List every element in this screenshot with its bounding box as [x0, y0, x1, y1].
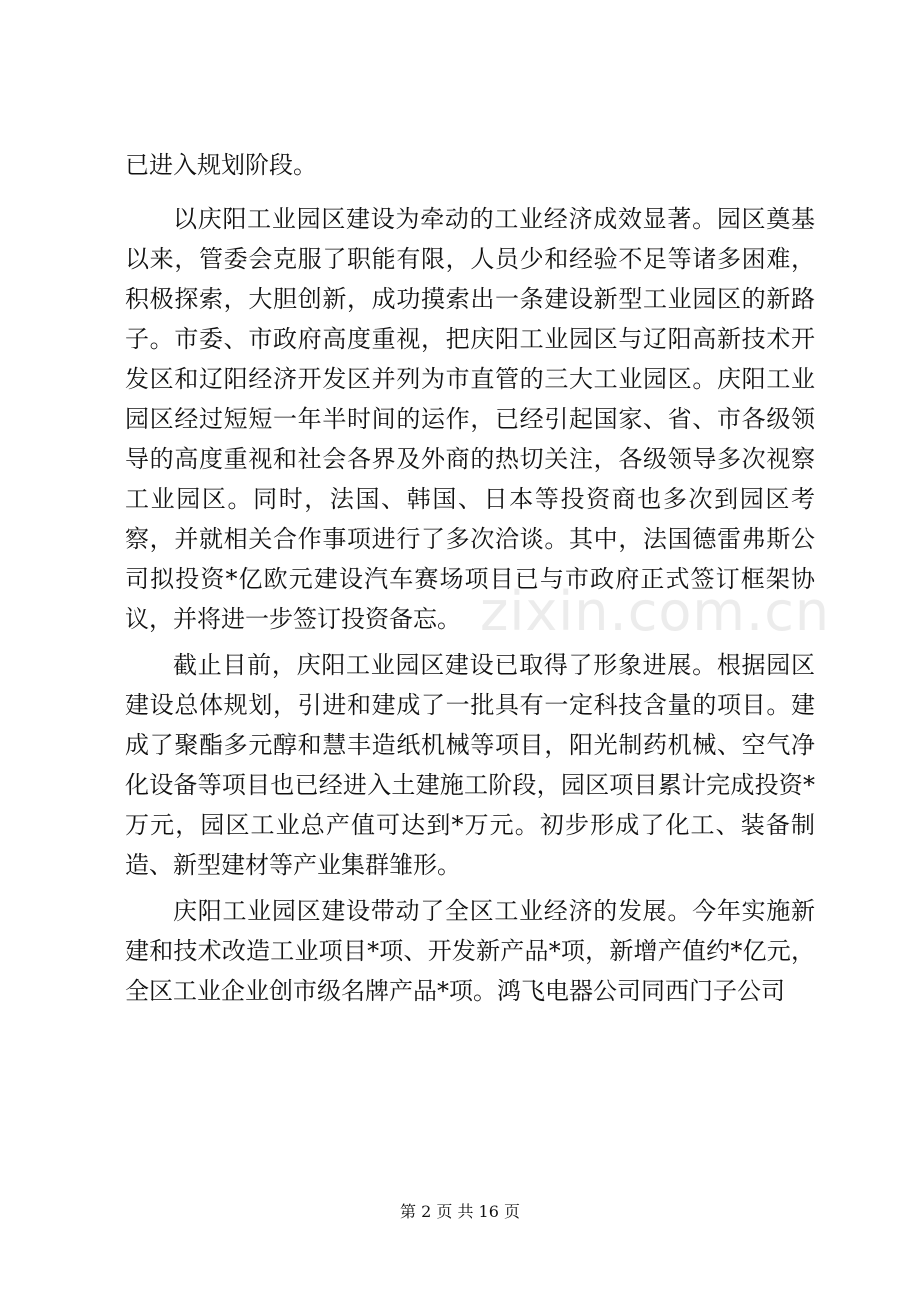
paragraph-2: 以庆阳工业园区建设为牵动的工业经济成效显著。园区奠基以来，管委会克服了职能有限，人员少和经验不足等诸多困难，积极探索，大胆创新，成功摸索出一条建设新型工业园区的新路子。市委、市政府高度重视，把庆阳工业园区与辽阳高新技术开发区和辽阳经济开发区并列为市直管的三大工业园区。庆阳工业园区经过短短一年半时间的运作，已经引起国家、省、市各级领导的高度重视和社会各界及外商的热切关注，各级领导多次视察工业园区。同时，法国、韩国、日本等投资商也多次到园区考察，并就相关合作事项进行了多次洽谈。其中，法国德雷弗斯公司拟投资*亿欧元建设汽车赛场项目已与市政府正式签订框架协议，并将进一步签订投资备忘。	[125, 205, 815, 633]
page-footer: 第 2 页 共 16 页	[400, 1202, 520, 1221]
paragraph-1: 已进入规划阶段。	[125, 151, 317, 179]
paragraph-3: 截止目前，庆阳工业园区建设已取得了形象进展。根据园区建设总体规划，引进和建成了一批具有一定科技含量的项目。建成了聚酯多元醇和慧丰造纸机械等项目，阳光制药机械、空气净化设备等项目也已经进入土建施工阶段，园区项目累计完成投资*万元，园区工业总产值可达到*万元。初步形成了化工、装备制造、新型建材等产业集群雏形。	[125, 651, 815, 879]
document-body	[125, 145, 815, 1011]
watermark: zixin.com.cn	[480, 580, 831, 643]
paragraph-4: 庆阳工业园区建设带动了全区工业经济的发展。今年实施新建和技术改造工业项目*项、开发新产品*项，新增产值约*亿元，全区工业企业创市级名牌产品*项。鸿飞电器公司同西门子公司	[125, 897, 815, 1005]
